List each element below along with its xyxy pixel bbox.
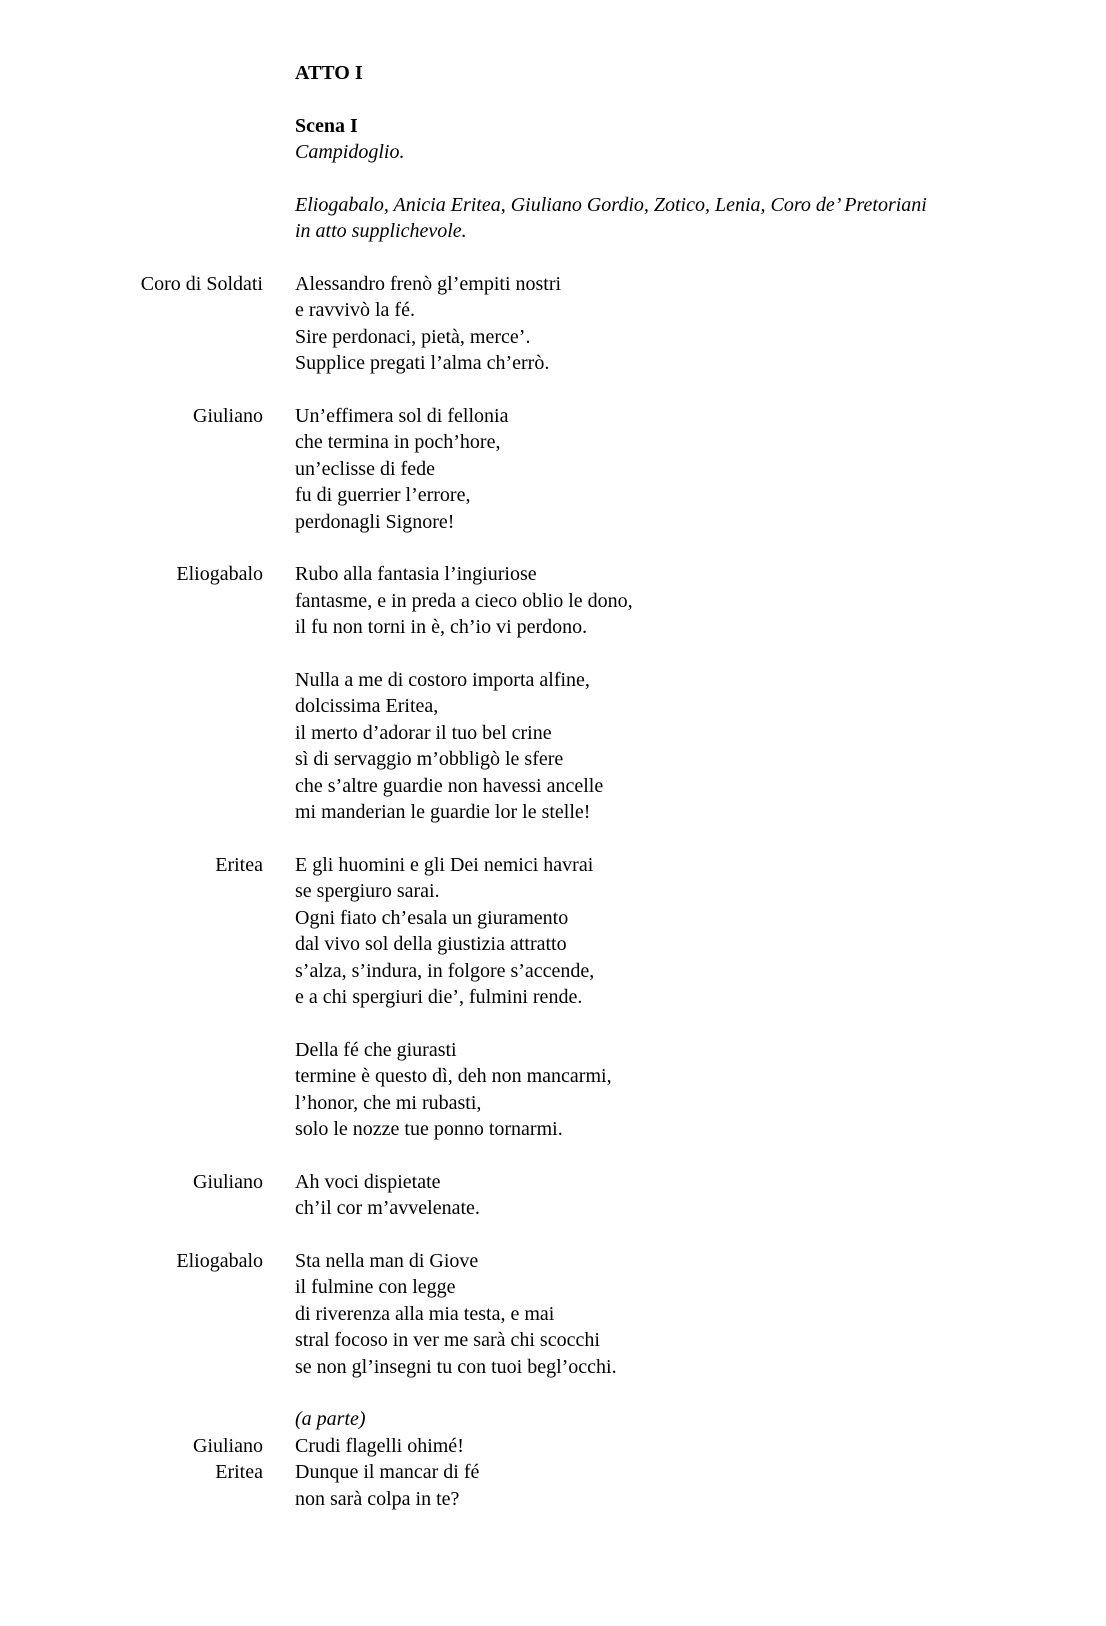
verse-lines	[295, 1037, 1055, 1143]
verse-lines	[295, 271, 1055, 377]
speaker-name: Eritea	[215, 1461, 263, 1484]
verse-line: Alessandro frenò gl’empiti nostri	[295, 273, 562, 295]
verse-line: ch’il cor m’avvelenate.	[295, 1197, 480, 1220]
verse-line: termine è questo dì, deh non mancarmi,	[295, 1065, 612, 1088]
verse-line: Supplice pregati l’alma ch’errò.	[295, 352, 550, 375]
speaker-name: Giuliano	[193, 405, 263, 428]
verse-line: che termina in poch’hore,	[295, 431, 501, 454]
speaker-name: Eliogabalo	[176, 563, 263, 586]
speech-block	[0, 403, 1106, 535]
verse-line: fu di guerrier l’errore,	[295, 484, 471, 507]
verse-line: E gli huomini e gli Dei nemici havrai	[295, 853, 594, 876]
verse-lines	[295, 403, 1055, 535]
speech-block	[0, 852, 1106, 1010]
verse-line: Sire perdonaci, pietà, merce’.	[295, 325, 531, 348]
verse-line: Ogni fiato ch’esala un giuramento	[295, 906, 569, 929]
verse-line: fantasme, e in preda a cieco oblio le dono,	[295, 589, 633, 612]
verse-line: il merto d’adorar il tuo bel crine	[295, 721, 552, 744]
verse-line: che s’altre guardie non havessi ancelle	[295, 774, 604, 797]
speech-block	[0, 1248, 1106, 1380]
verse-line: solo le nozze tue ponno tornarmi.	[295, 1117, 563, 1140]
speech-block	[0, 1037, 1106, 1143]
verse-line: se non gl’insegni tu con tuoi begl’occhi.	[295, 1355, 617, 1378]
verse-line: stral focoso in ver me sarà chi scocchi	[295, 1329, 600, 1352]
verse-line: Crudi flagelli ohimé!	[295, 1434, 464, 1457]
aside-block	[0, 1406, 1106, 1512]
cast-list	[295, 192, 1055, 245]
verse-line: un’eclisse di fede	[295, 457, 435, 480]
verse-lines	[295, 667, 1055, 825]
verse-line: Rubo alla fantasia l’ingiuriose	[295, 563, 537, 586]
verse-line: Dunque il mancar di fé	[295, 1461, 480, 1484]
verse-lines	[295, 852, 1055, 1010]
act-heading: ATTO I	[295, 62, 363, 84]
speaker-name: Eliogabalo	[176, 1249, 263, 1272]
verse-line: non sarà colpa in te?	[295, 1487, 460, 1510]
speaker-name: Giuliano	[193, 1434, 263, 1457]
stage-direction-row	[295, 1406, 1055, 1432]
speech-block	[0, 271, 1106, 377]
speaker-name: Eritea	[215, 853, 263, 876]
verse-line: se spergiuro sarai.	[295, 880, 440, 903]
speech-block	[0, 1433, 1106, 1459]
verse-line: dal vivo sol della giustizia attratto	[295, 933, 567, 956]
stage-direction: (a parte)	[295, 1408, 366, 1431]
speech-block	[0, 1169, 1106, 1222]
verse-line: e ravvivò la fé.	[295, 299, 415, 322]
verse-line: dolcissima Eritea,	[295, 695, 439, 718]
cast-line: in atto supplichevole.	[295, 220, 467, 243]
verse-line: il fu non torni in è, ch’io vi perdono.	[295, 616, 588, 639]
verse-lines	[295, 1459, 1055, 1512]
verse-lines	[295, 1248, 1055, 1380]
verse-lines	[295, 1433, 1055, 1459]
verse-line: Un’effimera sol di fellonia	[295, 405, 509, 428]
verse-lines	[295, 561, 1055, 640]
verse-line: Sta nella man di Giove	[295, 1249, 479, 1272]
verse-line: l’honor, che mi rubasti,	[295, 1091, 482, 1114]
speaker-name: Coro di Soldati	[140, 273, 263, 295]
scene-location: Campidoglio.	[295, 141, 405, 163]
verse-line: il fulmine con legge	[295, 1276, 456, 1299]
verse-line: Ah voci dispietate	[295, 1170, 441, 1193]
verse-line: Della fé che giurasti	[295, 1038, 457, 1061]
dialogue-body	[0, 271, 1106, 1512]
verse-line: mi manderian le guardie lor le stelle!	[295, 801, 591, 824]
verse-line: Nulla a me di costoro importa alfine,	[295, 669, 590, 692]
speaker-name: Giuliano	[193, 1170, 263, 1193]
verse-line: e a chi spergiuri die’, fulmini rende.	[295, 985, 583, 1008]
speech-block	[0, 1459, 1106, 1512]
speech-block	[0, 561, 1106, 640]
scene-heading: Scena I	[295, 115, 358, 137]
verse-lines	[295, 1169, 1055, 1222]
verse-line: sì di servaggio m’obbligò le sfere	[295, 748, 564, 771]
speech-block	[0, 667, 1106, 825]
verse-line: di riverenza alla mia testa, e mai	[295, 1302, 555, 1325]
verse-line: perdonagli Signore!	[295, 510, 455, 533]
verse-line: s’alza, s’indura, in folgore s’accende,	[295, 959, 595, 982]
cast-line: Eliogabalo, Anicia Eritea, Giuliano Gordio, Zotico, Lenia, Coro de’ Pretoriani	[295, 194, 927, 216]
